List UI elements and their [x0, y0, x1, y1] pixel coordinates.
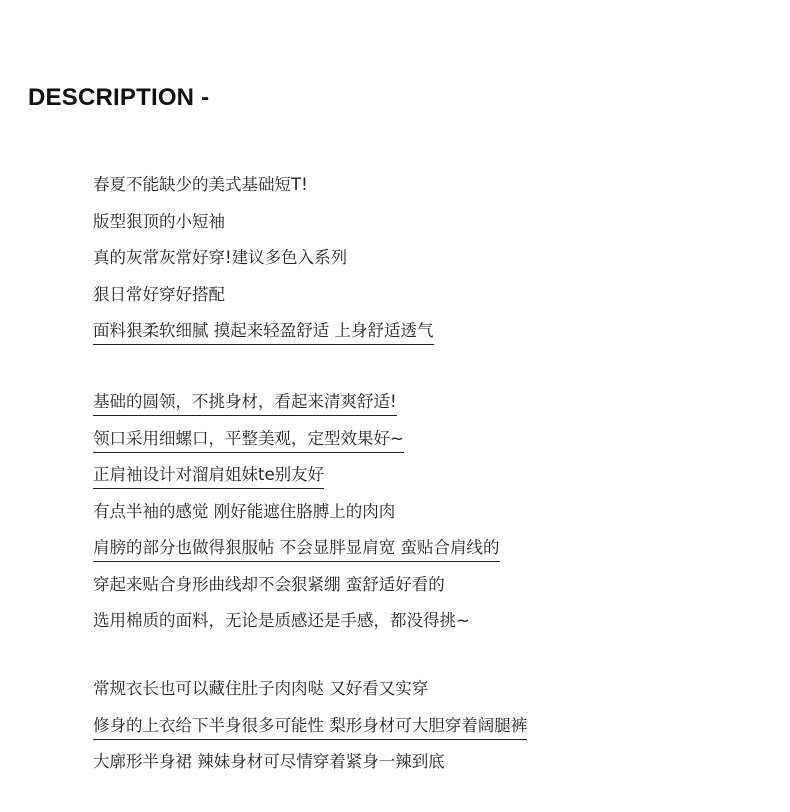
description-line: 常规衣长也可以藏住肚子肉肉哒 又好看又实穿: [93, 679, 429, 698]
description-line: 正肩袖设计对溜肩姐妹te别友好: [93, 464, 324, 489]
description-line: 大廓形半身裙 辣妹身材可尽情穿着紧身一辣到底: [93, 752, 445, 771]
description-line: 基础的圆领，不挑身材，看起来清爽舒适!: [93, 391, 397, 416]
description-line: 版型狠顶的小短袖: [93, 211, 225, 231]
description-line: 修身的上衣给下半身很多可能性 梨形身材可大胆穿着阔腿裤: [93, 715, 527, 740]
description-line: 领口采用细螺口，平整美观，定型效果好~: [93, 428, 404, 453]
description-line: 有点半袖的感觉 刚好能遮住胳膊上的肉肉: [93, 501, 396, 521]
description-line: 穿起来贴合身形曲线却不会狠紧绷 蛮舒适好看的: [93, 574, 445, 594]
description-line: 真的灰常灰常好穿!建议多色入系列: [93, 248, 348, 267]
description-line: 肩膀的部分也做得狠服帖 不会显胖显肩宽 蛮贴合肩线的: [93, 537, 500, 562]
description-line: 选用棉质的面料，无论是质感还是手感，都没得挑~: [93, 611, 470, 630]
description-line: 面料狠柔软细腻 摸起来轻盈舒适 上身舒适透气: [93, 320, 434, 345]
description-line: 狠日常好穿好搭配: [93, 284, 225, 304]
section-heading: DESCRIPTION -: [28, 84, 210, 111]
description-line: 春夏不能缺少的美式基础短T!: [93, 175, 308, 194]
